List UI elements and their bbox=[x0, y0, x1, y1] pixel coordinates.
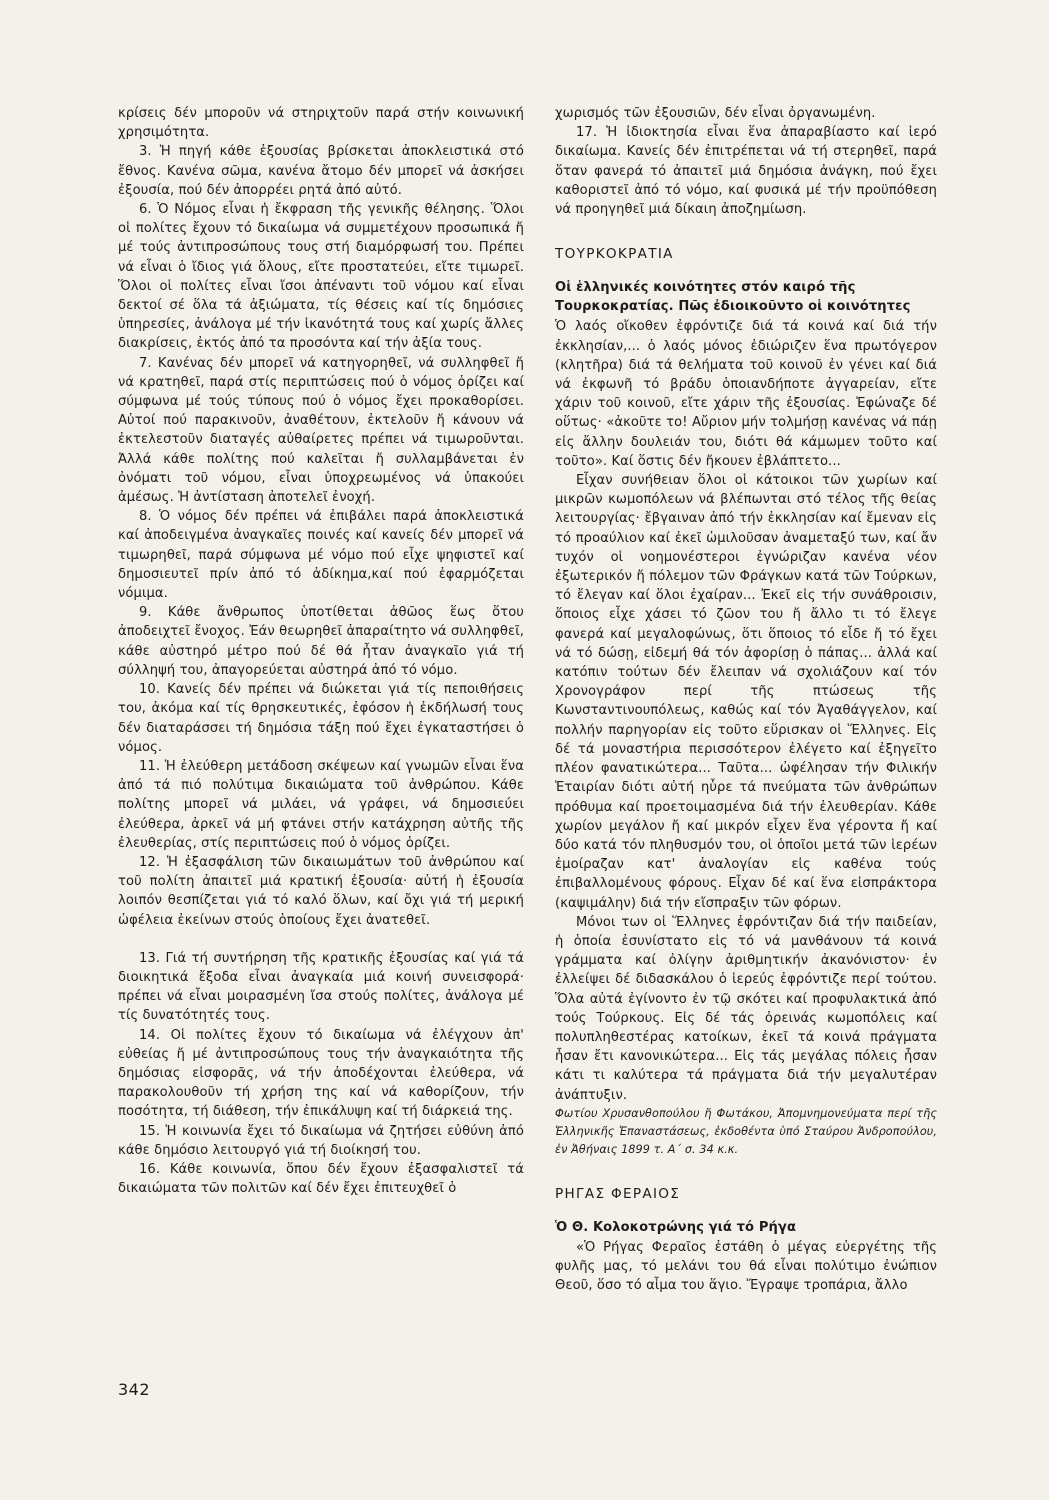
paragraph: κρίσεις δέν μποροῦν νά στηριχτοῦν παρά στήν κοινωνική χρησιμότητα. bbox=[118, 106, 524, 141]
section-subheading: Οἱ ἑλληνικές κοινότητες στόν καιρό τῆς Τουρκοκρατίας. Πῶς ἐδιοικοῦντο οἱ κοινότητες bbox=[555, 280, 911, 315]
article-8: 8. Ὁ νόμος δέν πρέπει νά ἐπιβάλει παρά ἀποκλειστικά καί ἀποδειγμένα ἀναγκαῖες ποινές καί κανείς δέν μπορεῖ νά τιμωρηθεῖ, παρά σύμφωνα μέ νόμο πού εἶχε ψηφιστεῖ καί δημοσιευτεῖ πρίν ἀπό τό ἀδίκημα,καί πού ἐφαρμόζεται νόμιμα. bbox=[118, 509, 524, 602]
article-16: 16. Κάθε κοινωνία, ὅπου δέν ἔχουν ἐξασφαλιστεῖ τά δικαιώματα τῶν πολιτῶν καί δέν ἔχει ἐπιτευχθεῖ ὁ bbox=[118, 1161, 524, 1197]
article-6: 6. Ὁ Νόμος εἶναι ἡ ἔκφραση τῆς γενικῆς θέλησης. Ὅλοι οἱ πολίτες ἔχουν τό δικαίωμα νά συμμετέχουν προσωπικά ἤ μέ τούς ἀντιπροσώπους τους στή διαμόρφωσή του. Πρέπει νά εἶναι ὁ ἴδιος γιά ὅλους, εἴτε προστατεύει, εἴτε τιμωρεῖ. Ὅλοι οἱ πολίτες εἶναι ἴσοι ἀπέναντι τοῦ νόμου καί εἶναι δεκτοί σέ ὅλα τά ἀξιώματα, τίς θέσεις καί τίς δημόσιες ὑπηρεσίες, ἀνάλογα μέ τήν ἱκανότητά τους καί χωρίς ἄλλες διακρίσεις, ἐκτός ἀπό τα προσόντα καί τήν ἀξία τους. bbox=[118, 202, 524, 352]
section-subheading: Ὁ Θ. Κολοκοτρώνης γιά τό Ρήγα bbox=[555, 1219, 797, 1235]
page-number: 342 bbox=[118, 1380, 151, 1399]
paragraph: Ὁ λαός οἴκοθεν ἐφρόντιζε διά τά κοινά καί διά τήν ἐκκλησίαν,... ὁ λαός μόνος ἐδιώριζεν ἕνα πρωτόγερον (κλητῆρα) διά τά θελήματα τοῦ κοινοῦ ἐν γένει καί διά νά ἐκφωνῆ τό βράδυ ὁποιανδήποτε ἀγγαρείαν, εἴτε χάριν τοῦ κοινοῦ, εἴτε χάριν τῆς ἐξουσίας. Ἐφώναζε δέ οὕτως· «ἀκοῦτε το! Αὔριον μήν τολμήσῃ κανένας νά πάῃ εἰς ἄλλην δουλειάν του, διότι θά κάμωμεν τοῦτο καί τοῦτο». Καί ὅστις δέν ἤκουεν ἐβλάπτετο... bbox=[555, 319, 937, 469]
left-column bbox=[118, 104, 524, 1198]
paragraph: Μόνοι των οἱ Ἕλληνες ἐφρόντιζαν διά τήν παιδείαν, ἡ ὁποία ἐσυνίστατο εἰς τό νά μανθάνουν τά κοινά γράμματα καί ὀλίγην ἀριθμητικήν ἀκανόνιστον· ἐν ἐλλείψει δέ διδασκάλου ὁ ἱερεύς ἐφρόντιζε περί τούτου. Ὅλα αὐτά ἐγίνοντο ἐν τῷ σκότει καί προφυλακτικά ἀπό τούς Τούρκους. Εἰς δέ τάς ὀρεινάς κωμοπόλεις καί πολυπληθεστέρας κατοίκων, ἐκεῖ τά κοινά πράγματα ἦσαν ἔτι κανονικώτερα... Εἰς τάς μεγάλας πόλεις ἦσαν κάτι τι καλύτερα τά πράγματα διά τήν μεγαλυτέραν ἀνάπτυξιν. bbox=[555, 914, 937, 1103]
right-column bbox=[555, 104, 937, 1296]
paragraph: χωρισμός τῶν ἐξουσιῶν, δέν εἶναι ὀργανωμένη. bbox=[555, 106, 876, 121]
section-title-rigas-feraios: ΡΗΓΑΣ ΦΕΡΑΙΟΣ bbox=[555, 1185, 681, 1202]
article-7: 7. Κανένας δέν μπορεῖ νά κατηγορηθεῖ, νά συλληφθεῖ ἤ νά κρατηθεῖ, παρά στίς περιπτώσεις πού ὁ νόμος ὁρίζει καί σύμφωνα μέ τούς τύπους πού ὁ νόμος ἔχει προκαθορίσει. Αὐτοί πού παρακινοῦν, ἀναθέτουν, ἐκτελοῦν ἤ κάνουν νά ἐκτελεστοῦν διαταγές αὐθαίρετες πρέπει νά τιμωροῦνται. Ἀλλά κάθε πολίτης πού καλεῖται ἤ συλλαμβάνεται ἐν ὀνόματι τοῦ νόμου, εἶναι ὑποχρεωμένος νά ὑπακούει ἀμέσως. Ἡ ἀντίσταση ἀποτελεῖ ἐνοχή. bbox=[118, 355, 524, 506]
article-15: 15. Ἡ κοινωνία ἔχει τό δικαίωμα νά ζητήσει εὐθύνη ἀπό κάθε δημόσιο λειτουργό γιά τή διοίκησή του. bbox=[118, 1123, 524, 1158]
paragraph: Εἶχαν συνήθειαν ὅλοι οἱ κάτοικοι τῶν χωρίων καί μικρῶν κωμοπόλεων νά βλέπωνται στό τέλος τῆς θείας λειτουργίας· ἔβγαιναν ἀπό τήν ἐκκλησίαν καί ἔμεναν εἰς τό προαύλιον καί ἐκεῖ ὡμιλοῦσαν ἀναμεταξύ των, καί ἄν τυχόν οἱ νοημονέστεροι ἐγνώριζαν κανένα νέον ἐξωτερικόν ἤ πόλεμον τῶν Φράγκων κατά τῶν Τούρκων, τό ἔλεγαν καί ὅλοι ἐχαίραν... Ἐκεῖ εἰς τήν συνάθροισιν, ὅποιος εἶχε χάσει τό ζῶον του ἤ ἄλλο τι τό ἔλεγε φανερά καί μεγαλοφώνως, ὅτι ὅποιος τό εἶδε ἤ τό ἔχει νά τό δώσῃ, εἰδεμή θά τόν ἀφορίσῃ ὁ πάπας... ἀλλά καί κατόπιν τούτων δέν ἔλειπαν νά σχολιάζουν καί τόν Χρονογράφον περί τῆς πτώσεως τῆς Κωνσταντινουπόλεως, καθώς καί τόν Ἀγαθάγγελον, καί πολλήν παρηγορίαν εἰς τοῦτο εὕρισκαν οἱ Ἕλληνες. Εἰς δέ τά μοναστήρια περισσότερον ἐλέγετο καί ἐξηγεῖτο πλέον φανατικώτερα... Ταῦτα... ὠφέλησαν τήν Φιλικήν Ἑταιρίαν διότι αὐτή ηὗρε τά πνεύματα τῶν ἀνθρώπων πρόθυμα καί προετοιμασμένα διά τήν ἐλευθερίαν. Κάθε χωρίον μεγάλον ἤ καί μικρόν εἶχεν ἕνα γέροντα ἤ καί δύο κατά τόν πληθυσμόν του, οἱ ὁποῖοι μετά τῶν ἱερέων ἐμοίραζαν κατ' ἀναλογίαν εἰς καθένα τούς ἐπιβαλλομένους φόρους. Εἶχαν δέ καί ἕνα εἰσπράκτορα (καψιμάλην) διά τήν εἴσπραξιν τῶν φόρων. bbox=[555, 473, 937, 911]
article-12: 12. Ἡ ἐξασφάλιση τῶν δικαιωμάτων τοῦ ἀνθρώπου καί τοῦ πολίτη ἀπαιτεῖ μιά κρατική ἐξουσία· αὐτή ἡ ἐξουσία λοιπόν θεσπίζεται γιά τό καλό ὅλων, καί ὄχι γιά τή μερική ὠφέλεια ἐκείνων στούς ὁποίους ἔχει ἀνατεθεῖ. bbox=[118, 854, 524, 928]
article-3: 3. Ἡ πηγή κάθε ἐξουσίας βρίσκεται ἀποκλειστικά στό ἔθνος. Κανένα σῶμα, κανένα ἄτομο δέν μπορεῖ νά ἀσκήσει ἐξουσία, πού δέν ἀπορρέει ρητά ἀπό αὐτό. bbox=[118, 144, 524, 198]
article-10: 10. Κανείς δέν πρέπει νά διώκεται γιά τίς πεποιθήσεις του, ἀκόμα καί τίς θρησκευτικές, ἐφόσον ἡ ἐκδήλωσή τους δέν διαταράσσει τή δημόσια τάξη πού ἔχει ἐγκαταστήσει ὁ νόμος. bbox=[118, 682, 524, 755]
source-citation: Φωτίου Χρυσανθοπούλου ἤ Φωτάκου, Ἀπομνημονεύματα περί τῆς Ἑλληνικῆς Ἐπαναστάσεως, ἐκδοθέντα ὑπό Σταύρου Ἀνδροπούλου, ἐν Ἀθήναις 1899 τ. Α΄ σ. 34 κ.κ. bbox=[555, 1106, 937, 1156]
article-14: 14. Οἱ πολίτες ἔχουν τό δικαίωμα νά ἐλέγχουν ἀπ' εὐθείας ἤ μέ ἀντιπροσώπους τους τήν ἀναγκαιότητα τῆς δημόσιας εἰσφορᾶς, νά τήν ἀποδέχονται ἐλεύθερα, νά παρακολουθοῦν τή χρήση της καί νά καθορίζουν, τήν ποσότητα, τή διάθεση, τήν ἐπικάλυψη καί τή διάρκειά της. bbox=[118, 1027, 524, 1120]
article-17: 17. Ἡ ἰδιοκτησία εἶναι ἕνα ἀπαραβίαστο καί ἱερό δικαίωμα. Κανείς δέν ἐπιτρέπεται νά τή στερηθεῖ, παρά ὅταν φανερά τό ἀπαιτεῖ μιά δημόσια ἀνάγκη, πού ἔχει καθοριστεῖ ἀπό τό νόμο, καί φυσικά μέ τήν προϋπόθεση νά προηγηθεῖ μιά δίκαιη ἀποζημίωση. bbox=[555, 125, 937, 218]
article-13: 13. Γιά τή συντήρηση τῆς κρατικῆς ἐξουσίας καί γιά τά διοικητικά ἔξοδα εἶναι ἀναγκαία μιά κοινή συνεισφορά· πρέπει νά εἶναι μοιρασμένη ἴσα στούς πολίτες, ἀνάλογα μέ τίς δυνατότητές τους. bbox=[118, 950, 524, 1024]
article-11: 11. Ἡ ἐλεύθερη μετάδοση σκέψεων καί γνωμῶν εἶναι ἕνα ἀπό τά πιό πολύτιμα δικαιώματα τοῦ ἀνθρώπου. Κάθε πολίτης μπορεῖ νά μιλάει, νά γράφει, νά δημοσιεύει ἐλεύθερα, ἀρκεῖ νά μή φτάνει στήν κατάχρηση αὐτῆς τῆς ἐλευθερίας, στίς περιπτώσεις πού ὁ νόμος ὁρίζει. bbox=[118, 758, 524, 851]
article-9: 9. Κάθε ἄνθρωπος ὑποτίθεται ἀθῶος ἕως ὅτου ἀποδειχτεῖ ἔνοχος. Ἐάν θεωρηθεῖ ἀπαραίτητο νά συλληφθεῖ, κάθε αὐστηρό μέτρο πού δέ θά ἦταν ἀναγκαῖο γιά τή σύλληψή του, ἀπαγορεύεται αὐστηρά ἀπό τό νόμο. bbox=[118, 605, 524, 678]
paragraph: «Ὁ Ρήγας Φεραῖος ἐστάθη ὁ μέγας εὐεργέτης τῆς φυλῆς μας, τό μελάνι του θά εἶναι πολύτιμο ἐνώπιον Θεοῦ, ὅσο τό αἷμα του ἅγιο. Ἔγραψε τροπάρια, ἄλλο bbox=[555, 1239, 937, 1294]
section-title-tourkokratia: ΤΟΥΡΚΟΚΡΑΤΙΑ bbox=[555, 246, 674, 263]
